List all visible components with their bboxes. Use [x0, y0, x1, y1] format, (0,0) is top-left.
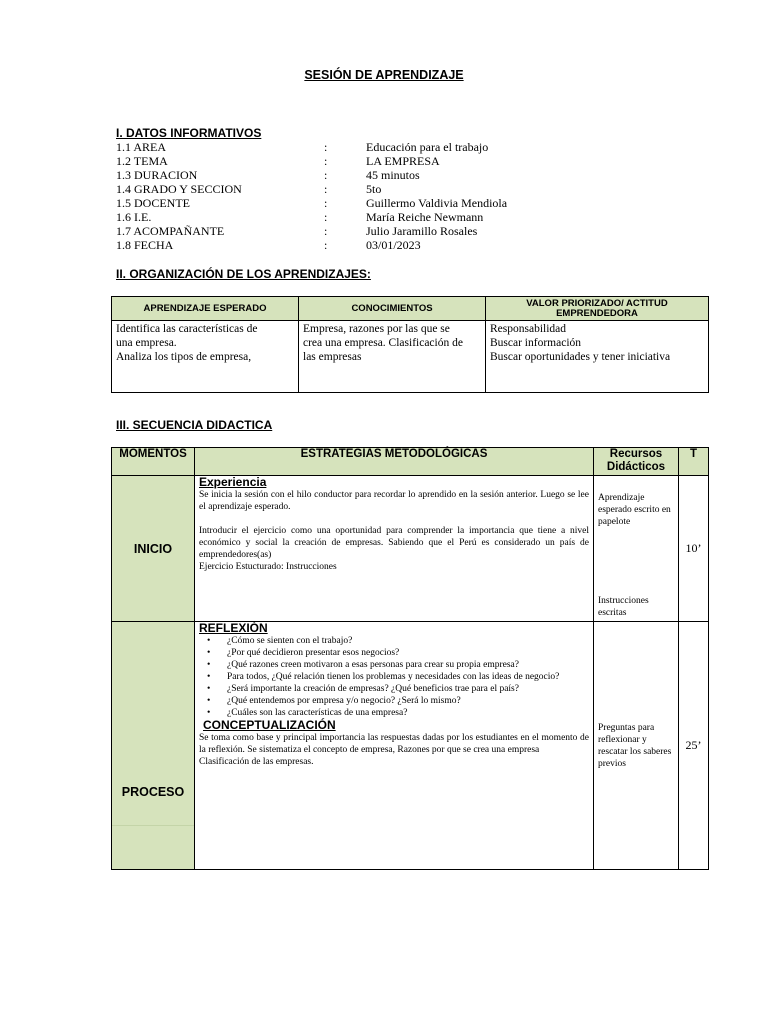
info-colon: :: [324, 182, 328, 196]
info-label: 1.6 I.E.: [116, 210, 152, 224]
header-recursos: Recursos Didácticos: [594, 448, 679, 476]
cell-line: crea una empresa. Clasificación de: [303, 337, 463, 349]
reflexion-list: [199, 635, 589, 719]
subtitle-conceptualizacion: CONCEPTUALIZACIÓN: [203, 718, 336, 732]
info-label: 1.2 TEMA: [116, 154, 168, 168]
info-colon: :: [324, 224, 328, 238]
info-colon: :: [324, 154, 328, 168]
cell-conocimientos: [299, 321, 486, 393]
divider: [112, 825, 194, 826]
tiempo-inicio: 10’: [679, 476, 709, 622]
info-label: 1.4 GRADO Y SECCION: [116, 182, 242, 196]
recurso-item: Preguntas para reflexionar y rescatar los saberes previos: [598, 722, 672, 769]
header-t: T: [679, 448, 709, 476]
info-value: 45 minutos: [366, 168, 420, 182]
section-heading-datos: I. DATOS INFORMATIVOS: [116, 126, 262, 140]
info-row: [116, 154, 676, 168]
info-colon: :: [324, 196, 328, 210]
estrategia-inicio: [195, 476, 594, 622]
aprendizajes-table: [111, 296, 709, 393]
info-value: Julio Jaramillo Rosales: [366, 224, 478, 238]
info-label: 1.5 DOCENTE: [116, 196, 190, 210]
section-heading-organizacion: II. ORGANIZACIÓN DE LOS APRENDIZAJES:: [116, 267, 371, 281]
info-colon: :: [324, 168, 328, 182]
list-item: • ¿Cómo se sienten con el trabajo?: [227, 635, 589, 647]
momento-label: PROCESO: [121, 785, 185, 799]
cell-aprendizaje: [112, 321, 299, 393]
info-label: 1.7 ACOMPAÑANTE: [116, 224, 225, 238]
cell-line: una empresa.: [116, 337, 177, 349]
list-item: • ¿Será importante la creación de empresas? ¿Qué beneficios trae para el país?: [227, 683, 589, 695]
subtitle-reflexion: REFLEXIÓN: [199, 621, 268, 635]
paragraph: Se toma como base y principal importancia las respuestas dadas por los estudiantes en el momento de la reflexión. Se sistematiza el concepto de empresa, Razones por que se crea una empresa: [199, 733, 589, 755]
recurso-item: Aprendizaje esperado escrito en papelote: [598, 493, 671, 527]
info-row: [116, 224, 676, 238]
cell-line: Identifica las características de: [116, 323, 258, 335]
tiempo-proceso: 25’: [679, 622, 709, 870]
list-item: • Para todos, ¿Qué relación tienen los problemas y necesidades con las ideas de negocio?: [227, 671, 589, 683]
info-label: 1.1 AREA: [116, 140, 167, 154]
momento-inicio: INICIO: [112, 476, 195, 622]
cell-line: Analiza los tipos de empresa,: [116, 351, 252, 363]
cell-line: Buscar oportunidades y tener iniciativa: [490, 351, 671, 363]
paragraph: Se inicia la sesión con el hilo conductor para recordar lo aprendido en la sesión anterior. Luego se lee el aprendizaje esperado.: [199, 490, 589, 512]
cell-valor: [486, 321, 709, 393]
estrategia-proceso: [195, 622, 594, 870]
subtitle-experiencia: Experiencia: [199, 475, 267, 489]
recursos-proceso: [594, 622, 679, 870]
info-row: [116, 238, 676, 252]
info-row: [116, 196, 676, 210]
info-row: [116, 168, 676, 182]
info-value: María Reiche Newmann: [366, 210, 484, 224]
cell-line: Empresa, razones por las que se: [303, 323, 450, 335]
recurso-item: Instrucciones escritas: [598, 596, 649, 618]
info-value: Educación para el trabajo: [366, 140, 489, 154]
info-row: [116, 140, 676, 154]
info-value: LA EMPRESA: [366, 154, 440, 168]
cell-line: las empresas: [303, 351, 362, 363]
info-value: 5to: [366, 182, 382, 196]
info-label: 1.8 FECHA: [116, 238, 174, 252]
cell-line: Buscar información: [490, 337, 582, 349]
momento-proceso: [112, 622, 195, 870]
info-colon: :: [324, 210, 328, 224]
paragraph: Clasificación de las empresas.: [199, 757, 314, 767]
info-label: 1.3 DURACION: [116, 168, 198, 182]
info-colon: :: [324, 238, 328, 252]
paragraph: Ejercicio Estucturado: Instrucciones: [199, 562, 337, 572]
cell-line: Responsabilidad: [490, 323, 567, 335]
info-value: 03/01/2023: [366, 238, 421, 252]
header-conocimientos: CONOCIMIENTOS: [299, 297, 486, 321]
secuencia-table: [111, 447, 709, 870]
info-row: [116, 210, 676, 224]
info-colon: :: [324, 140, 328, 154]
recursos-inicio: [594, 476, 679, 622]
header-momentos: MOMENTOS: [112, 448, 195, 476]
info-value: Guillermo Valdivia Mendiola: [366, 196, 508, 210]
section-heading-secuencia: III. SECUENCIA DIDACTICA: [116, 418, 273, 432]
page-title: SESIÓN DE APRENDIZAJE: [304, 68, 464, 82]
header-aprendizaje: APRENDIZAJE ESPERADO: [112, 297, 299, 321]
header-valor: VALOR PRIORIZADO/ ACTITUD EMPRENDEDORA: [486, 297, 709, 321]
paragraph: Introducir el ejercicio como una oportunidad para comprender la importancia que tiene a nivel económico y social la creación de empresas. Sabiendo que el Perú es considerado un país de emprendedores(as): [199, 526, 589, 560]
header-estrategias: ESTRATEGIAS METODOLÓGICAS: [195, 448, 594, 476]
list-item: • ¿Qué razones creen motivaron a esas personas para crear su propia empresa?: [227, 659, 589, 671]
list-item: • ¿Cuáles son las características de una empresa?: [227, 707, 589, 719]
info-row: [116, 182, 676, 196]
list-item: • ¿Qué entendemos por empresa y/o negocio? ¿Será lo mismo?: [227, 695, 589, 707]
list-item: • ¿Por qué decidieron presentar esos negocios?: [227, 647, 589, 659]
